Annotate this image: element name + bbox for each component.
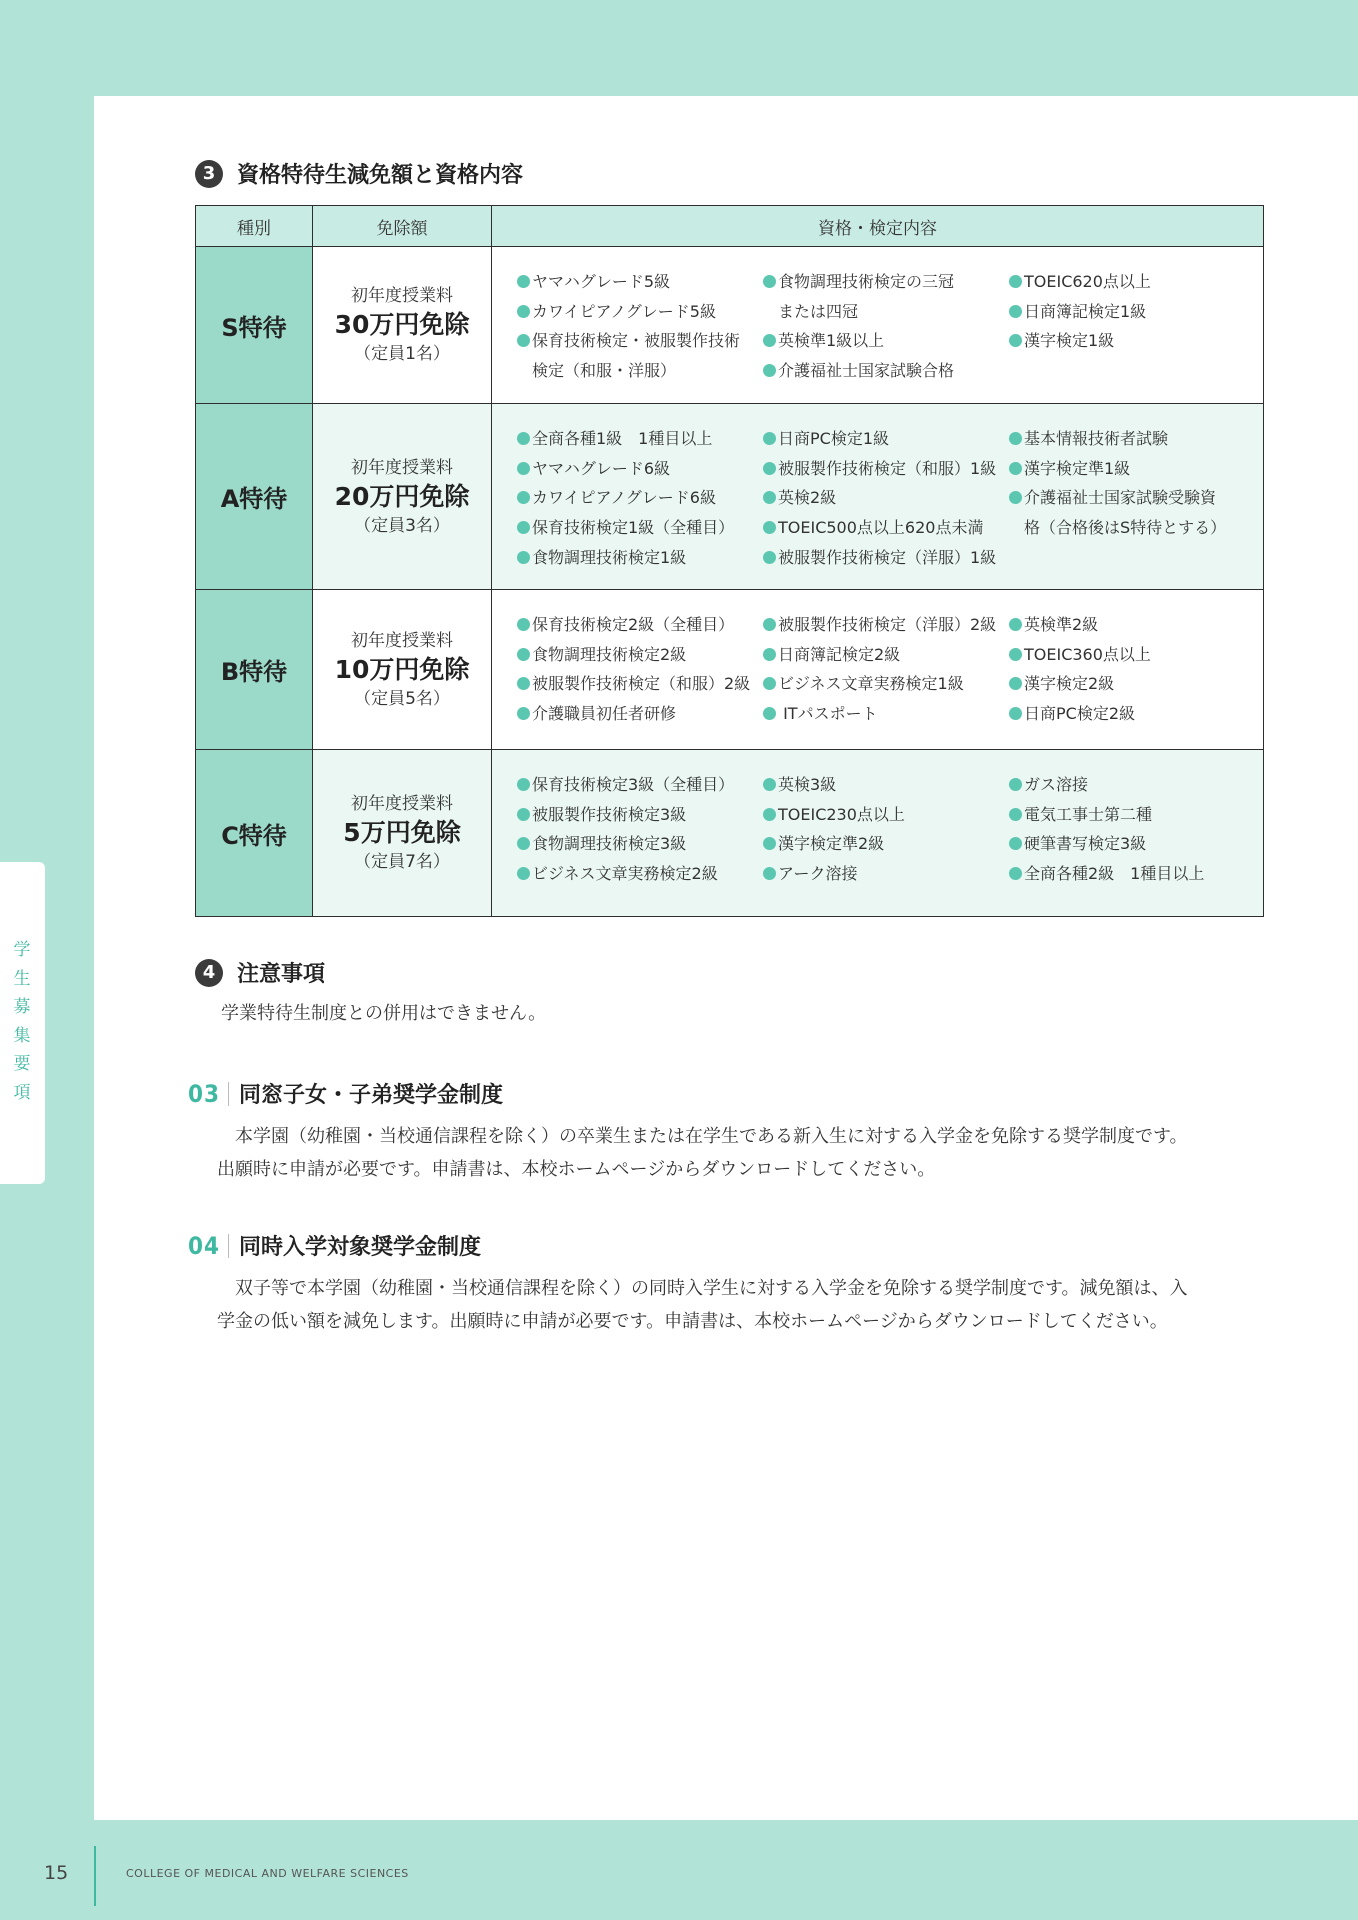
bullet-dot-icon	[517, 305, 530, 318]
header-type: 種別	[196, 206, 313, 247]
amount-label: 初年度授業料	[351, 630, 453, 651]
section3-heading	[195, 158, 523, 189]
section3-number-badge: 3	[195, 160, 223, 188]
bullet-dot-icon	[1009, 491, 1022, 504]
bullet-dot-icon	[517, 618, 530, 631]
bullet-dot-icon	[517, 491, 530, 504]
qualification-item	[517, 640, 763, 670]
bullet-dot-icon	[517, 867, 530, 880]
amount-capacity: （定員1名）	[354, 344, 450, 364]
qualification-item	[517, 770, 763, 800]
qualification-item	[517, 267, 763, 297]
row-amount	[313, 404, 492, 590]
amount-capacity: （定員7名）	[354, 852, 450, 872]
bullet-dot-icon	[763, 707, 776, 720]
qualification-item	[517, 454, 763, 484]
qualification-item	[1009, 829, 1255, 859]
qualification-text: 全商各種2級 1種目以上	[1024, 864, 1205, 884]
qualification-text: 格（合格後はS特待とする）	[1024, 518, 1227, 538]
bullet-dot-icon	[517, 432, 530, 445]
qualification-text: 被服製作技術検定（和服）1級	[778, 458, 997, 478]
qualification-text: ヤマハグレード5級	[532, 272, 671, 291]
row-type: C特待	[196, 750, 313, 917]
bullet-dot-icon	[763, 432, 776, 445]
row-amount	[313, 247, 492, 404]
table-row	[196, 247, 1264, 404]
qualification-text: 漢字検定準2級	[778, 834, 885, 854]
bullet-dot-icon	[1009, 808, 1022, 821]
qualification-text: 漢字検定1級	[1024, 331, 1115, 351]
qualification-item	[763, 640, 1009, 670]
qualification-text: 日商PC検定2級	[1024, 704, 1136, 724]
bullet-dot-icon	[1009, 867, 1022, 880]
section03-divider	[228, 1082, 229, 1106]
qualification-text: 日商PC検定1級	[778, 429, 890, 448]
qualification-item	[763, 770, 1009, 800]
row-qualifications	[492, 404, 1264, 590]
bullet-dot-icon	[517, 334, 530, 347]
bullet-dot-icon	[763, 808, 776, 821]
qualification-text: 硬筆書写検定3級	[1024, 834, 1147, 854]
bullet-dot-icon	[1009, 275, 1022, 288]
qualification-text: 英検準1級以上	[778, 331, 885, 351]
qualification-item	[763, 424, 1009, 454]
row-qualifications	[492, 750, 1264, 917]
row-type: B特待	[196, 590, 313, 750]
bullet-dot-icon	[1009, 677, 1022, 690]
qualification-text: ヤマハグレード6級	[532, 458, 671, 478]
qualification-text: または四冠	[778, 301, 859, 321]
section3-title: 資格特待生減免額と資格内容	[237, 163, 524, 188]
qualification-text: ビジネス文章実務検定1級	[778, 674, 964, 694]
side-tab-label: 学 生 募 集 要 項	[13, 940, 31, 1103]
bullet-dot-icon	[763, 778, 776, 791]
qualification-item	[1009, 640, 1255, 670]
qualification-item	[517, 483, 763, 513]
section04-title: 同時入学対象奨学金制度	[239, 1235, 482, 1260]
bullet-dot-icon	[763, 462, 776, 475]
row-type: A特待	[196, 404, 313, 590]
qualification-item	[763, 610, 1009, 640]
bullet-dot-icon	[1009, 707, 1022, 720]
qualification-text: ITパスポート	[778, 704, 878, 724]
qualification-text: ビジネス文章実務検定2級	[532, 864, 718, 884]
qualification-item	[763, 800, 1009, 830]
qualification-item	[763, 699, 1009, 729]
qualification-text: 検定（和服・洋服）	[532, 361, 677, 381]
bullet-dot-icon	[517, 275, 530, 288]
qualification-text: 全商各種1級 1種目以上	[532, 429, 713, 448]
qualification-text: TOEIC620点以上	[1024, 272, 1151, 291]
qualification-text: 被服製作技術検定（洋服）2級	[778, 615, 997, 634]
bullet-dot-icon	[517, 521, 530, 534]
qualification-item	[1009, 859, 1255, 889]
qualification-item	[763, 483, 1009, 513]
qualification-item	[517, 424, 763, 454]
qualification-item	[763, 326, 1009, 356]
qualification-item	[763, 454, 1009, 484]
bullet-dot-icon	[763, 677, 776, 690]
qualification-item	[1009, 699, 1255, 729]
section04-heading	[188, 1230, 481, 1261]
bullet-dot-icon	[763, 648, 776, 661]
section4-heading	[195, 957, 325, 988]
qualification-item	[1009, 267, 1255, 297]
footer-divider	[94, 1846, 96, 1906]
table-row	[196, 404, 1264, 590]
amount-value: 20万円免除	[334, 481, 470, 511]
bullet-dot-icon	[1009, 778, 1022, 791]
page-number: 15	[44, 1862, 69, 1884]
qualification-text: 英検2級	[778, 488, 837, 508]
qualification-item	[763, 297, 1009, 327]
bullet-dot-icon	[763, 837, 776, 850]
qualification-text: 食物調理技術検定3級	[532, 834, 687, 854]
section04-divider	[228, 1234, 229, 1258]
bullet-dot-icon	[763, 275, 776, 288]
amount-label: 初年度授業料	[351, 457, 453, 478]
bullet-dot-icon	[763, 618, 776, 631]
qualification-item	[517, 356, 763, 386]
bullet-dot-icon	[1009, 334, 1022, 347]
qualification-text: ガス溶接	[1024, 775, 1089, 794]
section4-body: 学業特待生制度との併用はできません。	[221, 1003, 547, 1024]
qualification-item	[763, 267, 1009, 297]
section4-title: 注意事項	[237, 962, 326, 987]
section03-number: 03	[188, 1079, 221, 1108]
bullet-dot-icon	[517, 677, 530, 690]
qualification-item	[517, 699, 763, 729]
bullet-dot-icon	[1009, 432, 1022, 445]
qualification-text: 介護職員初任者研修	[532, 704, 677, 724]
bullet-dot-icon	[763, 521, 776, 534]
qualification-text: 保育技術検定・被服製作技術	[532, 331, 741, 351]
qualification-text: 漢字検定準1級	[1024, 458, 1131, 478]
table-header-row	[196, 206, 1264, 247]
bullet-dot-icon	[517, 707, 530, 720]
qualification-text: カワイピアノグレード5級	[532, 301, 716, 321]
qualification-item	[1009, 669, 1255, 699]
row-amount	[313, 590, 492, 750]
bullet-dot-icon	[517, 551, 530, 564]
header-amount: 免除額	[313, 206, 492, 247]
qualification-text: 保育技術検定2級（全種目）	[532, 615, 735, 634]
qualification-text: 日商簿記検定1級	[1024, 301, 1147, 321]
bullet-dot-icon	[1009, 618, 1022, 631]
table-row	[196, 590, 1264, 750]
qualification-item	[1009, 800, 1255, 830]
qualification-text: 英検準2級	[1024, 615, 1099, 634]
qualification-text: 漢字検定2級	[1024, 674, 1115, 694]
side-tab	[0, 862, 45, 1184]
qualification-text: 基本情報技術者試験	[1024, 429, 1169, 448]
bullet-dot-icon	[1009, 462, 1022, 475]
amount-value: 30万円免除	[334, 310, 470, 339]
bullet-dot-icon	[517, 462, 530, 475]
section04-body-line2: 学金の低い額を減免します。出願時に申請が必要です。申請書は、本校ホームページからダウンロードしてください。	[217, 1311, 1168, 1332]
qualification-item	[1009, 297, 1255, 327]
qualification-item	[517, 326, 763, 356]
section03-title: 同窓子女・子弟奨学金制度	[239, 1083, 504, 1108]
qualification-text: 保育技術検定1級（全種目）	[532, 518, 735, 538]
amount-label: 初年度授業料	[351, 794, 453, 814]
section03-body-line1: 本学園（幼稚園・当校通信課程を除く）の卒業生または在学生である新入生に対する入学金を免除する奨学制度です。	[217, 1126, 1188, 1147]
row-amount	[313, 750, 492, 917]
qualification-text: 介護福祉士国家試験受験資	[1024, 488, 1217, 508]
section03-heading	[188, 1078, 503, 1109]
qualification-item	[517, 859, 763, 889]
qualification-item	[763, 829, 1009, 859]
bullet-dot-icon	[763, 491, 776, 504]
qualification-item	[517, 297, 763, 327]
qualification-item	[517, 829, 763, 859]
qualification-item	[1009, 770, 1255, 800]
qualification-text: 被服製作技術検定（和服）2級	[532, 674, 751, 694]
section04-body-line1: 双子等で本学園（幼稚園・当校通信課程を除く）の同時入学生に対する入学金を免除する奨学制度です。減免額は、入	[217, 1278, 1188, 1299]
qualification-text: 英検3級	[778, 775, 837, 794]
bullet-dot-icon	[517, 808, 530, 821]
bullet-dot-icon	[1009, 648, 1022, 661]
table-row	[196, 750, 1264, 917]
bullet-dot-icon	[517, 648, 530, 661]
qualification-text: 保育技術検定3級（全種目）	[532, 775, 735, 794]
amount-capacity: （定員3名）	[354, 515, 450, 536]
section03-body-line2: 出願時に申請が必要です。申請書は、本校ホームページからダウンロードしてください。	[217, 1159, 936, 1180]
qualification-item	[1009, 424, 1255, 454]
bullet-dot-icon	[517, 778, 530, 791]
amount-value: 5万円免除	[343, 818, 461, 847]
qualification-item	[763, 513, 1009, 543]
qualification-item	[763, 669, 1009, 699]
qualification-item	[517, 513, 763, 543]
bullet-dot-icon	[1009, 305, 1022, 318]
qualification-text: アーク溶接	[778, 864, 858, 884]
qualification-item	[1009, 454, 1255, 484]
bullet-dot-icon	[1009, 837, 1022, 850]
qualification-item	[763, 356, 1009, 386]
section04-number: 04	[188, 1231, 221, 1260]
qualification-text: TOEIC230点以上	[778, 804, 905, 824]
qualification-table	[195, 205, 1264, 917]
qualification-item	[1009, 326, 1255, 356]
qualification-text: TOEIC500点以上620点未満	[778, 518, 984, 538]
qualification-text: カワイピアノグレード6級	[532, 488, 716, 508]
qualification-item	[517, 543, 763, 573]
qualification-item	[1009, 483, 1255, 513]
qualification-text: 介護福祉士国家試験合格	[778, 361, 955, 381]
qualification-text: 食物調理技術検定1級	[532, 547, 687, 567]
qualification-item	[517, 669, 763, 699]
bullet-dot-icon	[517, 837, 530, 850]
qualification-item	[1009, 513, 1255, 543]
bullet-dot-icon	[763, 867, 776, 880]
qualification-item	[517, 800, 763, 830]
qualification-text: 電気工事士第二種	[1024, 804, 1153, 824]
section4-number-badge: 4	[195, 959, 223, 987]
bullet-dot-icon	[763, 364, 776, 377]
qualification-text: 被服製作技術検定3級	[532, 804, 687, 824]
qualification-item	[1009, 610, 1255, 640]
row-qualifications	[492, 590, 1264, 750]
row-type: S特待	[196, 247, 313, 404]
amount-capacity: （定員5名）	[354, 688, 450, 709]
footer-college-name: COLLEGE OF MEDICAL AND WELFARE SCIENCES	[126, 1867, 409, 1880]
amount-value: 10万円免除	[334, 654, 470, 684]
bullet-dot-icon	[763, 551, 776, 564]
qualification-text: 被服製作技術検定（洋服）1級	[778, 547, 997, 567]
qualification-text: TOEIC360点以上	[1024, 644, 1151, 664]
bullet-dot-icon	[763, 334, 776, 347]
qualification-item	[517, 610, 763, 640]
row-qualifications	[492, 247, 1264, 404]
qualification-item	[763, 859, 1009, 889]
header-content: 資格・検定内容	[492, 206, 1264, 247]
qualification-text: 食物調理技術検定の三冠	[778, 272, 955, 291]
amount-label: 初年度授業料	[351, 286, 453, 306]
qualification-text: 日商簿記検定2級	[778, 644, 901, 664]
qualification-text: 食物調理技術検定2級	[532, 644, 687, 664]
qualification-item	[763, 543, 1009, 573]
